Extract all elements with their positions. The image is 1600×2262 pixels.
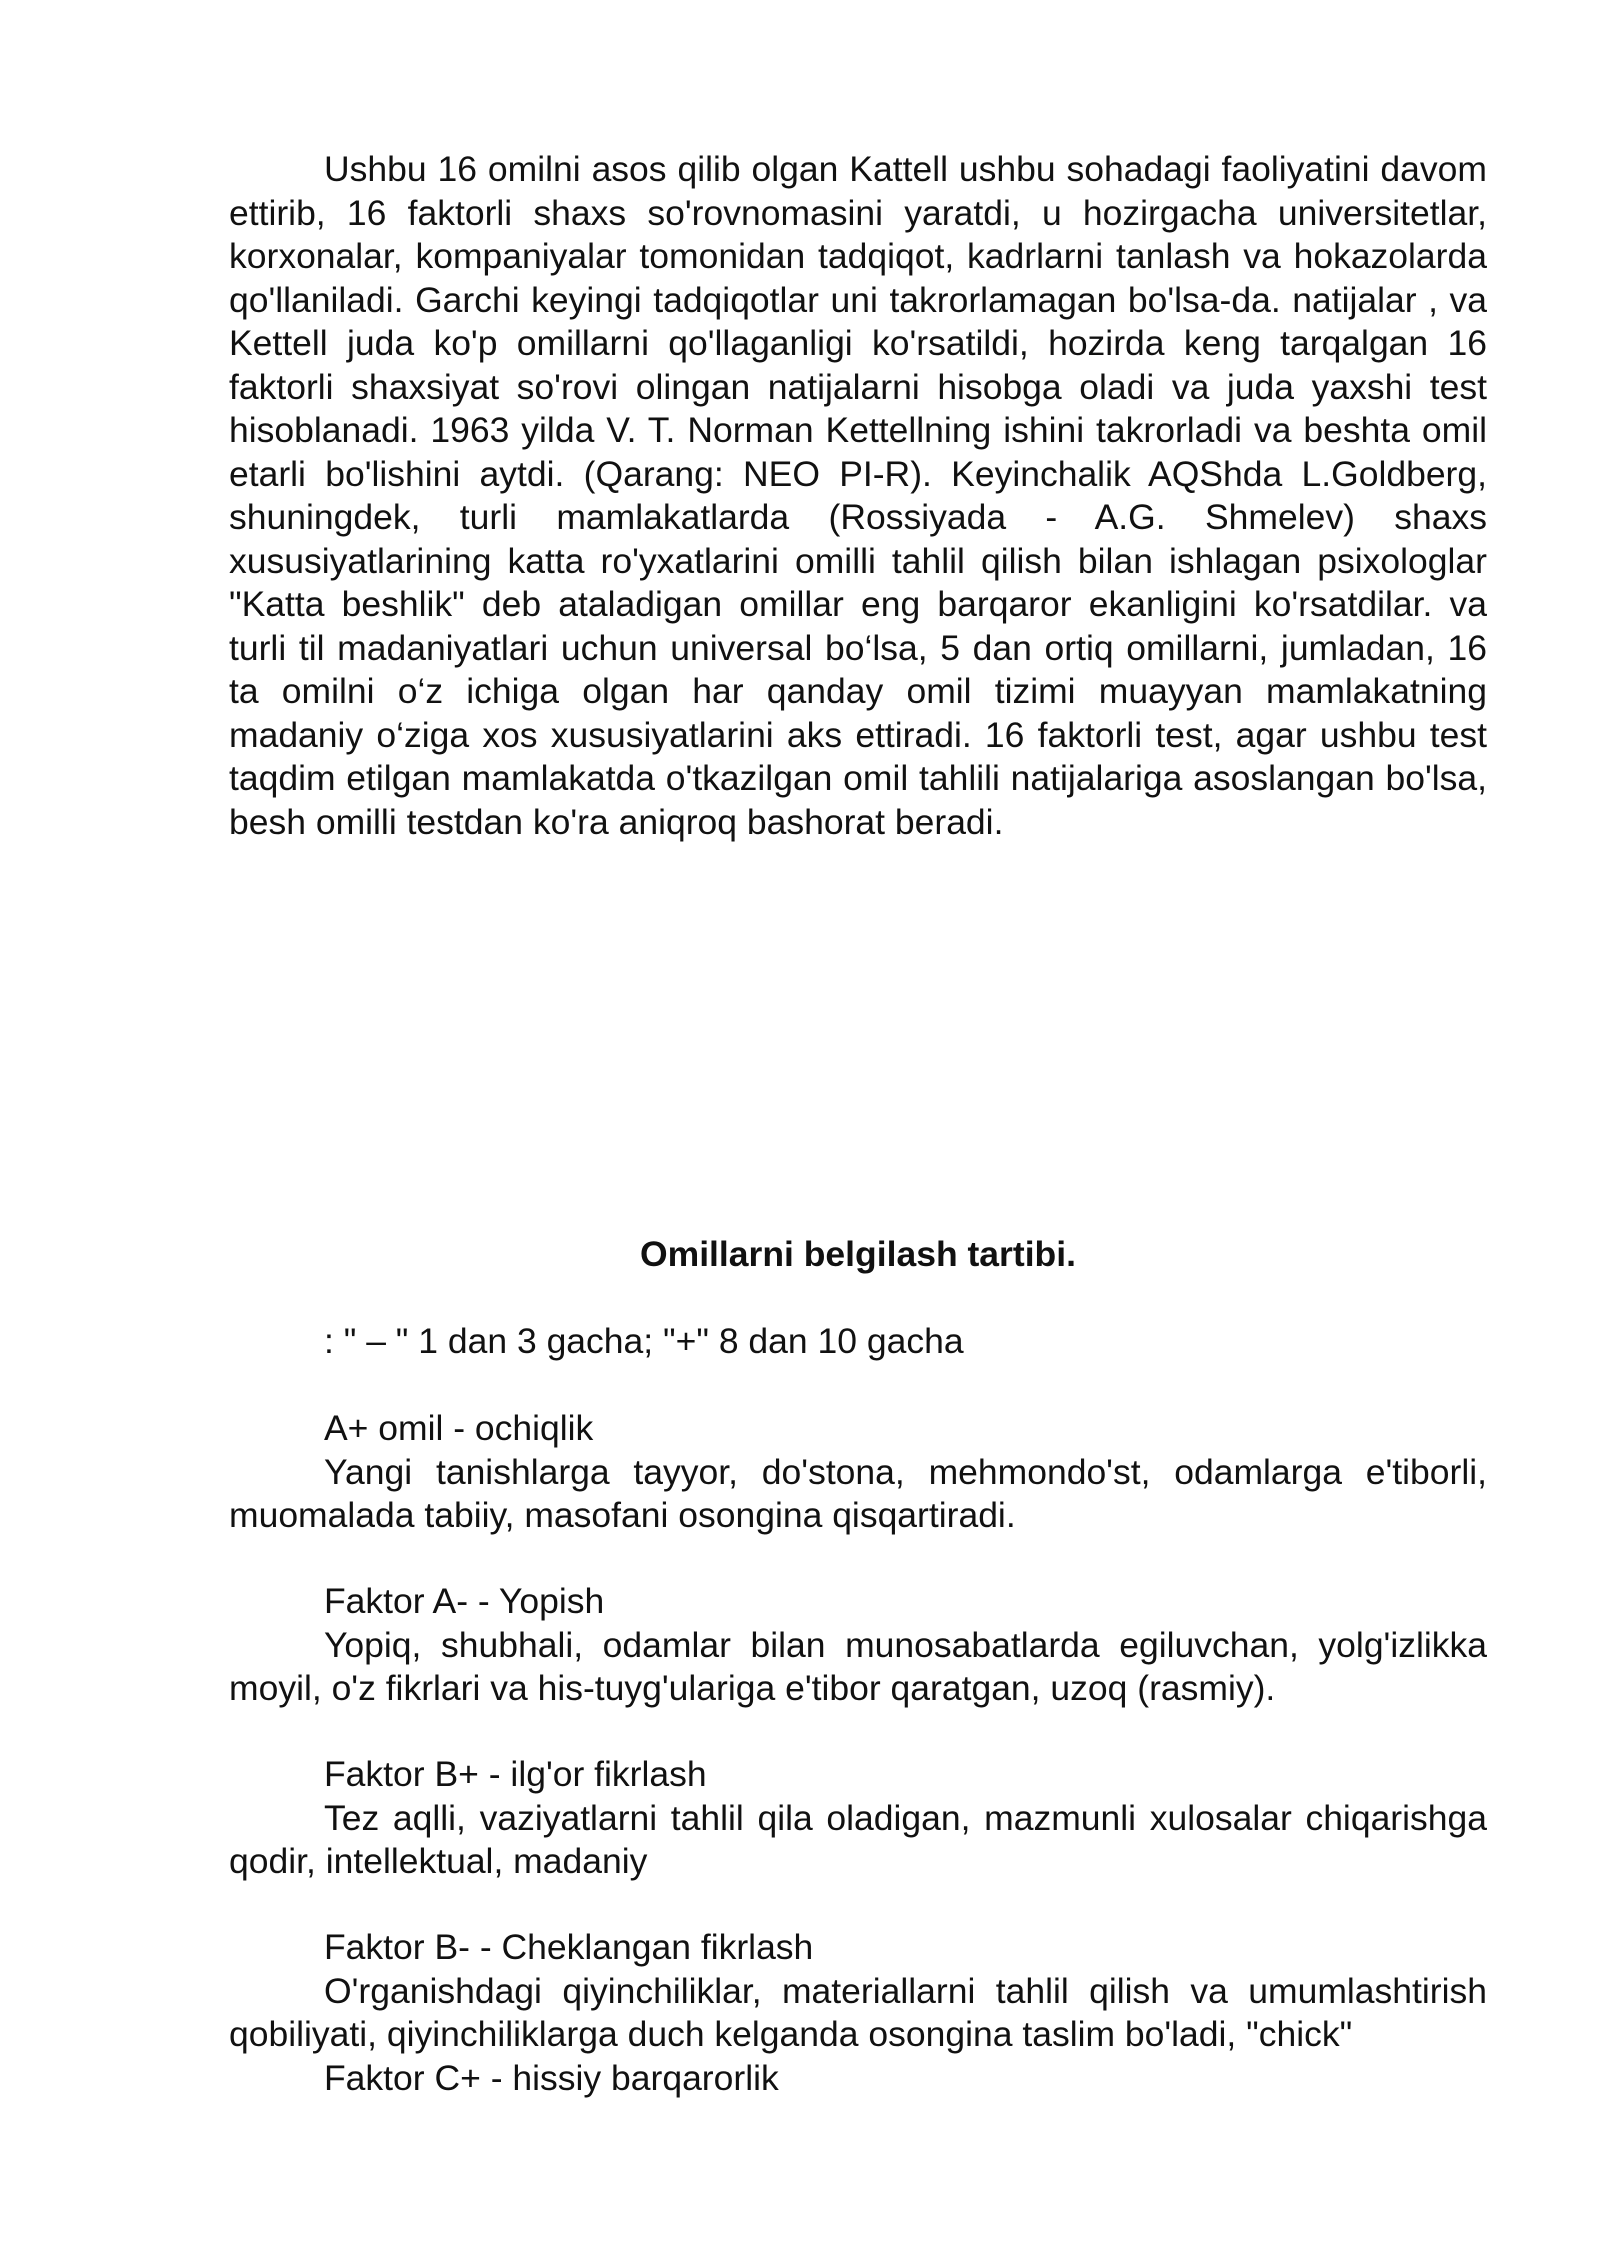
document-page: [229, 148, 1487, 2098]
factor-title: A+ omil - ochiqlik: [324, 1408, 594, 1448]
factor-title: Faktor C+ - hissiy barqarorlik: [324, 2057, 779, 2098]
factor-b-plus: [229, 1753, 1487, 1884]
factor-b-minus: [229, 1926, 1487, 2100]
factor-description: Yangi tanishlarga tayyor, do'stona, mehmondo'st, odamlarga e'tiborli, muomalada tabiiy, masofani osongina qisqartiradi.: [229, 1451, 1487, 1535]
factor-description: Tez aqlli, vaziyatlarni tahlil qila oladigan, mazmunli xulosalar chiqarishga qodir, intellektual, madaniy: [229, 1797, 1487, 1881]
factor-title: Faktor B+ - ilg'or fikrlash: [324, 1754, 707, 1794]
scale-note-block: [229, 1320, 1487, 1364]
intro-paragraph: Ushbu 16 omilni asos qilib olgan Kattell ushbu sohadagi faoliyatini davom ettirib, 16 faktorli shaxs so'rovnomasini yaratdi, u hozirgacha universitetlar, korxonalar, kompaniyalar tomonidan tadqiqot, kadrlarni tanlash va hokazolarda qo'llaniladi. Garchi keyingi tadqiqotlar uni takrorlamagan bo'lsa-da. natijalar , va Kettell juda ko'p omillarni qo'llaganligi ko'rsatildi, hozirda keng tarqalgan 16 faktorli shaxsiyat so'rovi olingan natijalarni hisobga oladi va juda yaxshi test hisoblanadi. 1963 yilda V. T. Norman Kettellning ishini takrorladi va beshta omil etarli bo'lishini aytdi. (Qarang: NEO PI-R). Keyinchalik AQShda L.Goldberg, shuningdek, turli mamlakatlarda (Rossiyada - A.G. Shmelev) shaxs xususiyatlarining katta ro'yxatlarini omilli tahlil qilish bilan ishlagan psixologlar "Katta beshlik" deb ataladigan omillar eng barqaror ekanligini ko'rsatdilar. va turli til madaniyatlari uchun universal bo‘lsa, 5 dan ortiq omillarni, jumladan, 16 ta omilni o‘z ichiga olgan har qanday omil tizimi muayyan mamlakatning madaniy o‘ziga xos xususiyatlarini aks ettiradi. 16 faktorli test, agar ushbu test taqdim etilgan mamlakatda o'tkazilgan omil tahlili natijalariga asoslangan bo'lsa, besh omilli testdan ko'ra aniqroq bashorat beradi.: [229, 149, 1487, 842]
factor-title: Faktor B- - Cheklangan fikrlash: [324, 1927, 814, 1967]
factor-a-minus: [229, 1580, 1487, 1711]
factor-description: O'rganishdagi qiyinchiliklar, materiallarni tahlil qilish va umumlashtirish qobiliyati, qiyinchiliklarga duch kelganda osongina taslim bo'ladi, "chick": [229, 1970, 1487, 2054]
section-heading: Omillarni belgilash tartibi.: [640, 1234, 1076, 1274]
factor-title: Faktor A- - Yopish: [324, 1581, 605, 1621]
factor-description: Yopiq, shubhali, odamlar bilan munosabatlarda egiluvchan, yolg'izlikka moyil, o'z fikrlari va his-tuyg'ulariga e'tibor qaratgan, uzoq (rasmiy).: [229, 1624, 1487, 1708]
factor-a-plus: [229, 1407, 1487, 1538]
scale-note: : " – " 1 dan 3 gacha; "+" 8 dan 10 gacha: [324, 1321, 964, 1361]
